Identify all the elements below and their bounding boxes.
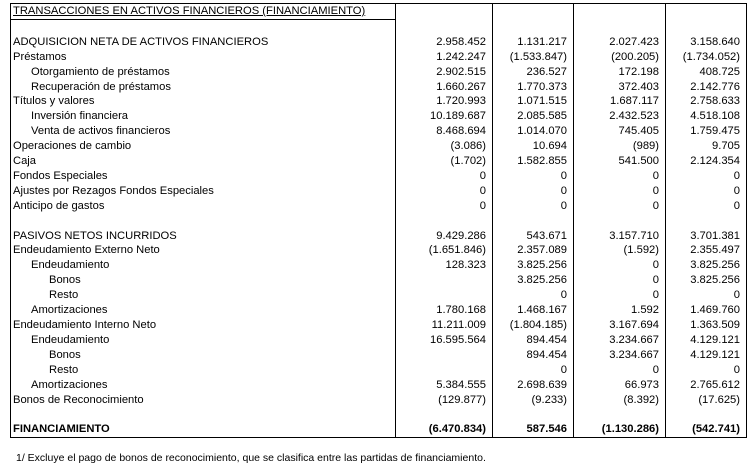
value-cell: 4.129.121	[666, 348, 747, 363]
value-cell: 1.242.247	[396, 50, 493, 65]
row-label: FINANCIAMIENTO	[11, 422, 396, 437]
row-label: Títulos y valores	[11, 94, 396, 109]
value-cell: 587.546	[493, 422, 574, 437]
value-cell: 2.765.612	[666, 378, 747, 393]
value-cell: 3.157.710	[574, 229, 666, 244]
value-cell: 894.454	[493, 333, 574, 348]
value-cell: 0	[493, 184, 574, 199]
value-cell: 0	[574, 169, 666, 184]
value-cell: 172.198	[574, 65, 666, 80]
value-cell: 543.671	[493, 229, 574, 244]
table-row	[11, 109, 747, 124]
value-cell: 1.468.167	[493, 303, 574, 318]
value-cell: (3.086)	[396, 139, 493, 154]
table-row	[11, 65, 747, 80]
row-label: Endeudamiento	[11, 258, 396, 273]
table-row	[11, 139, 747, 154]
row-label: Endeudamiento	[11, 333, 396, 348]
value-cell: 1.071.515	[493, 94, 574, 109]
value-cell: (989)	[574, 139, 666, 154]
value-cell: 3.825.256	[666, 273, 747, 288]
value-cell: (200.205)	[574, 50, 666, 65]
value-cell: 2.357.089	[493, 243, 574, 258]
value-cell: 372.403	[574, 80, 666, 95]
value-cell: (129.877)	[396, 393, 493, 408]
value-cell: 1.770.373	[493, 80, 574, 95]
value-cell	[396, 214, 493, 229]
value-cell: (1.592)	[574, 243, 666, 258]
table-row	[11, 184, 747, 199]
value-cell: 10.694	[493, 139, 574, 154]
row-label: Préstamos	[11, 50, 396, 65]
row-label: Bonos	[11, 273, 396, 288]
value-cell	[666, 19, 747, 34]
value-cell: 541.500	[574, 154, 666, 169]
value-cell: 1.759.475	[666, 124, 747, 139]
table-row	[11, 303, 747, 318]
value-cell: (9.233)	[493, 393, 574, 408]
table-row	[11, 94, 747, 109]
value-cell: 9.705	[666, 139, 747, 154]
row-label: Inversión financiera	[11, 109, 396, 124]
row-label: Bonos de Reconocimiento	[11, 393, 396, 408]
value-cell: 0	[574, 184, 666, 199]
value-cell: (1.702)	[396, 154, 493, 169]
value-cell	[666, 407, 747, 422]
row-label: Resto	[11, 363, 396, 378]
table-row	[11, 318, 747, 333]
row-label: Amortizaciones	[11, 303, 396, 318]
value-cell	[396, 348, 493, 363]
financing-table	[10, 3, 747, 438]
title-spacer-cell	[396, 4, 493, 20]
table-row	[11, 199, 747, 214]
table-row	[11, 333, 747, 348]
value-cell	[493, 19, 574, 34]
value-cell	[666, 214, 747, 229]
value-cell: 1.660.267	[396, 80, 493, 95]
table-title: TRANSACCIONES EN ACTIVOS FINANCIEROS (FINANCIAMIENTO)	[11, 4, 396, 20]
row-label	[11, 214, 396, 229]
value-cell: 0	[493, 288, 574, 303]
value-cell: 1.014.070	[493, 124, 574, 139]
value-cell: 1.131.217	[493, 35, 574, 50]
value-cell: 8.468.694	[396, 124, 493, 139]
row-label: Bonos	[11, 348, 396, 363]
value-cell: 2.758.633	[666, 94, 747, 109]
value-cell: (17.625)	[666, 393, 747, 408]
value-cell: (1.734.052)	[666, 50, 747, 65]
value-cell: 0	[574, 199, 666, 214]
value-cell	[396, 407, 493, 422]
value-cell: 11.211.009	[396, 318, 493, 333]
value-cell: 3.825.256	[666, 258, 747, 273]
value-cell: 66.973	[574, 378, 666, 393]
value-cell	[574, 214, 666, 229]
table-row	[11, 243, 747, 258]
table-row	[11, 258, 747, 273]
value-cell: 128.323	[396, 258, 493, 273]
row-label: Anticipo de gastos	[11, 199, 396, 214]
value-cell: 0	[666, 169, 747, 184]
row-label	[11, 19, 396, 34]
spacer-row	[11, 19, 747, 34]
table-row	[11, 154, 747, 169]
value-cell: 0	[396, 169, 493, 184]
row-label: Resto	[11, 288, 396, 303]
table-row	[11, 422, 747, 437]
footnote: 1/ Excluye el pago de bonos de reconocimiento, que se clasifica entre las partidas de financiamiento.	[16, 452, 486, 464]
value-cell: (6.470.834)	[396, 422, 493, 437]
value-cell: 3.825.256	[493, 258, 574, 273]
value-cell: 2.958.452	[396, 35, 493, 50]
table-row	[11, 288, 747, 303]
value-cell: 1.687.117	[574, 94, 666, 109]
value-cell: 2.085.585	[493, 109, 574, 124]
value-cell: 1.780.168	[396, 303, 493, 318]
value-cell: 4.129.121	[666, 333, 747, 348]
value-cell: 1.363.509	[666, 318, 747, 333]
row-label: Endeudamiento Externo Neto	[11, 243, 396, 258]
value-cell: 1.720.993	[396, 94, 493, 109]
value-cell: 0	[666, 363, 747, 378]
spacer-row	[11, 407, 747, 422]
value-cell: 4.518.108	[666, 109, 747, 124]
value-cell: 1.592	[574, 303, 666, 318]
value-cell: (1.533.847)	[493, 50, 574, 65]
value-cell: 236.527	[493, 65, 574, 80]
row-label: Venta de activos financieros	[11, 124, 396, 139]
value-cell: 0	[574, 363, 666, 378]
value-cell: (8.392)	[574, 393, 666, 408]
value-cell: 0	[574, 258, 666, 273]
value-cell: (1.804.185)	[493, 318, 574, 333]
spacer-row	[11, 214, 747, 229]
value-cell: 0	[574, 288, 666, 303]
value-cell: 1.469.760	[666, 303, 747, 318]
table-row	[11, 348, 747, 363]
value-cell: 0	[666, 199, 747, 214]
row-label: Recuperación de préstamos	[11, 80, 396, 95]
value-cell: 10.189.687	[396, 109, 493, 124]
value-cell	[493, 214, 574, 229]
title-spacer-cell	[493, 4, 574, 20]
value-cell: 2.124.354	[666, 154, 747, 169]
value-cell: 2.432.523	[574, 109, 666, 124]
value-cell: 5.384.555	[396, 378, 493, 393]
row-label: Ajustes por Rezagos Fondos Especiales	[11, 184, 396, 199]
value-cell: 745.405	[574, 124, 666, 139]
value-cell: 0	[493, 199, 574, 214]
table-row	[11, 50, 747, 65]
value-cell: 16.595.564	[396, 333, 493, 348]
row-label: Otorgamiento de préstamos	[11, 65, 396, 80]
value-cell: 2.142.776	[666, 80, 747, 95]
value-cell	[574, 19, 666, 34]
value-cell: 2.355.497	[666, 243, 747, 258]
table-row	[11, 124, 747, 139]
value-cell: 0	[396, 184, 493, 199]
value-cell: 408.725	[666, 65, 747, 80]
value-cell: 3.167.694	[574, 318, 666, 333]
value-cell	[396, 363, 493, 378]
value-cell: 2.698.639	[493, 378, 574, 393]
table-title-row	[11, 4, 747, 20]
row-label: ADQUISICION NETA DE ACTIVOS FINANCIEROS	[11, 35, 396, 50]
row-label	[11, 407, 396, 422]
value-cell: (542.741)	[666, 422, 747, 437]
value-cell: 0	[574, 273, 666, 288]
row-label: Amortizaciones	[11, 378, 396, 393]
table-row	[11, 273, 747, 288]
value-cell: 3.234.667	[574, 348, 666, 363]
value-cell: 2.027.423	[574, 35, 666, 50]
row-label: PASIVOS NETOS INCURRIDOS	[11, 229, 396, 244]
value-cell	[493, 407, 574, 422]
table-row	[11, 35, 747, 50]
table-row	[11, 393, 747, 408]
value-cell: 0	[493, 169, 574, 184]
title-spacer-cell	[666, 4, 747, 20]
value-cell: (1.130.286)	[574, 422, 666, 437]
row-label: Operaciones de cambio	[11, 139, 396, 154]
row-label: Endeudamiento Interno Neto	[11, 318, 396, 333]
value-cell: 894.454	[493, 348, 574, 363]
table-row	[11, 229, 747, 244]
financial-table-sheet	[10, 3, 747, 438]
value-cell: 3.825.256	[493, 273, 574, 288]
value-cell: 0	[666, 184, 747, 199]
value-cell: 9.429.286	[396, 229, 493, 244]
value-cell: 0	[493, 363, 574, 378]
value-cell	[396, 273, 493, 288]
value-cell: 3.158.640	[666, 35, 747, 50]
value-cell: 2.902.515	[396, 65, 493, 80]
row-label: Caja	[11, 154, 396, 169]
value-cell	[396, 19, 493, 34]
value-cell	[574, 407, 666, 422]
table-body	[11, 4, 747, 438]
value-cell: 3.701.381	[666, 229, 747, 244]
value-cell: 3.234.667	[574, 333, 666, 348]
value-cell: 0	[396, 199, 493, 214]
title-spacer-cell	[574, 4, 666, 20]
value-cell: 1.582.855	[493, 154, 574, 169]
table-row	[11, 80, 747, 95]
table-row	[11, 378, 747, 393]
value-cell	[396, 288, 493, 303]
value-cell: 0	[666, 288, 747, 303]
table-row	[11, 169, 747, 184]
table-row	[11, 363, 747, 378]
row-label: Fondos Especiales	[11, 169, 396, 184]
value-cell: (1.651.846)	[396, 243, 493, 258]
